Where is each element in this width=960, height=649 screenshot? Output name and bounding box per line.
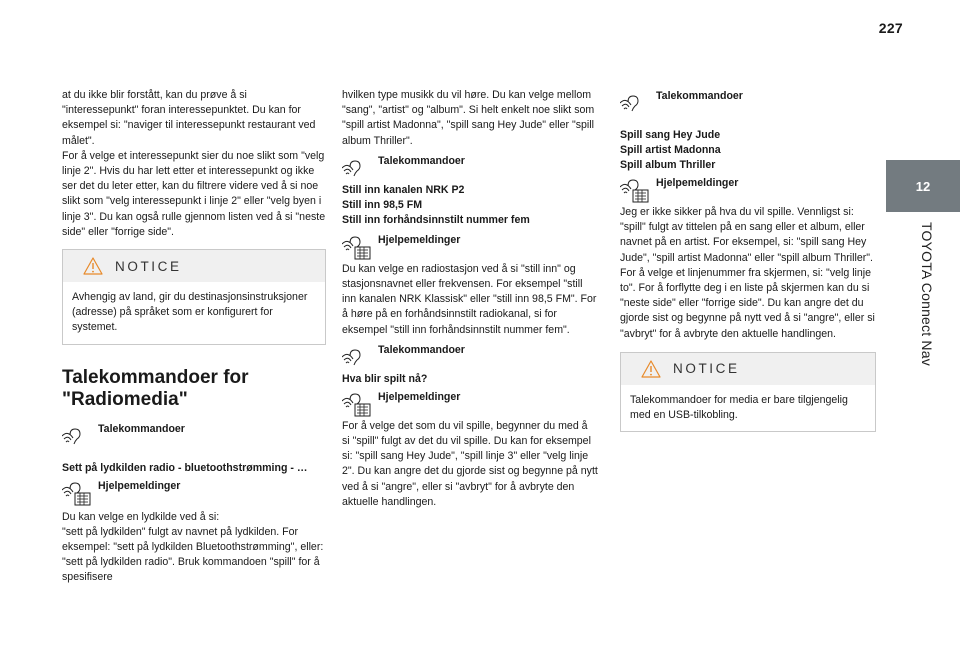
voice-command-row: [620, 86, 876, 116]
help-message-icon: [342, 230, 378, 260]
voice-command-row: [62, 419, 326, 449]
help-message-icon: [342, 387, 378, 417]
notice-title: NOTICE: [115, 258, 182, 274]
voice-command-label: Talekommandoer: [378, 343, 465, 356]
voice-command-label: Talekommandoer: [98, 422, 185, 435]
help-message-label: Hjelpemeldinger: [378, 233, 461, 246]
notice-header: [621, 353, 875, 385]
notice-box: [620, 352, 876, 432]
column-1: [62, 88, 326, 586]
chapter-tab[interactable]: 12: [886, 160, 960, 212]
help-message-icon: [620, 173, 656, 203]
help-message-label: Hjelpemeldinger: [98, 479, 181, 492]
voice-command-icon: [62, 419, 98, 449]
section-heading: Talekommandoer for "Radiomedia": [62, 366, 249, 410]
voice-command-row: [342, 151, 598, 181]
help-message-label: Hjelpemeldinger: [378, 390, 461, 403]
column-3: [620, 84, 876, 432]
warning-icon: [641, 360, 661, 378]
help-message-row: [342, 387, 598, 417]
help-text: Jeg er ikke sikker på hva du vil spille. Vennligst si: "spill" fulgt av tittelen på en sang eller et album, eller navnet på en artist. For eksempel, si: "spill sang Hey Jude", "spill artist Madonna" eller "spill album Thriller". For å velge et linjenummer fra skjermen, si: "velg linje to". For å forflytte deg i en liste på skjermen kan du si "neste side" eller "forrige side". Du kan angre det du gjorde sist og begynne på nytt ved å si "angre", eller si "avbryt" for å avbryte den aktuelle handlingen.: [620, 206, 875, 340]
help-text: For å velge det som du vil spille, begynner du med å si "spill" fulgt av det du vil spille. Du kan for eksempel si: "spill sang Hey Jude", "spill linje 3" eller "velg linje 2". Du kan angre det du gjorde sist og begynne på nytt ved å si "angre", eller si "avbryt" for å avbryte den aktuelle handlingen.: [342, 419, 598, 508]
help-message-row: [342, 230, 598, 260]
voice-command-label: Talekommandoer: [378, 154, 465, 167]
voice-command-label: Talekommandoer: [656, 90, 743, 102]
intro-paragraph: hvilken type musikk du vil høre. Du kan velge mellom "sang", "artist" og "album". Si helt enkelt noe slikt som "spill artist Madonna", "spill sang Hey Jude" eller "spill album Thriller".: [342, 89, 595, 147]
voice-command-icon: [342, 151, 378, 181]
help-message-label: Hjelpemeldinger: [656, 177, 739, 189]
help-message-row: [620, 173, 876, 203]
intro-paragraph: at du ikke blir forstått, kan du prøve å si "interessepunkt" foran interessepunktet. Du kan for eksempel si: "naviger til interessepunkt restaurant ved målet". For å velge et interessepunkt sier du noe slikt som "velg linje 2". Hvis du har lett etter et interessepunkt og ikke ser det du leter etter, kan du filtrere videre ved å si noe slikt som "velg interessepunkt i linje 2" eller "velg byen i linje 3". Du kan også rulle gjennom listen ved å si "neste side" eller "forrige side".: [62, 89, 326, 238]
command-list: Still inn kanalen NRK P2 Still inn 98,5 FM Still inn forhåndsinnstilt nummer fem: [342, 183, 530, 226]
chapter-label: TOYOTA Connect Nav: [919, 222, 935, 366]
voice-command-icon: [620, 86, 656, 116]
help-text: Du kan velge en lydkilde ved å si: "sett på lydkilden" fulgt av navnet på lydkilden. For eksempel: "sett på lydkilden Bluetoothstrømming", eller: "sett på lydkilden radio". Bruk kommandoen "spill" for å spesifisere: [62, 510, 324, 584]
voice-command-row: [342, 340, 598, 370]
notice-text: Avhengig av land, gir du destinasjonsinstruksjoner (adresse) på språket som er konfigurert for systemet.: [72, 291, 308, 334]
help-message-row: [62, 476, 326, 506]
voice-command-icon: [342, 340, 378, 370]
command-list: Spill sang Hey Jude Spill artist Madonna Spill album Thriller: [620, 129, 721, 171]
notice-text: Talekommandoer for media er bare tilgjengelig med en USB-tilkobling.: [630, 393, 848, 422]
command-text: Sett på lydkilden radio - bluetoothstrømming - …: [62, 461, 308, 474]
notice-header: [63, 250, 325, 282]
page-number: 227: [878, 20, 903, 36]
command-list: Hva blir spilt nå?: [342, 372, 428, 385]
column-2: [342, 88, 598, 510]
notice-box: [62, 249, 326, 345]
notice-title: NOTICE: [673, 361, 740, 377]
warning-icon: [83, 257, 103, 275]
help-text: Du kan velge en radiostasjon ved å si "still inn" og stasjonsnavnet eller frekvensen. For eksempel "still inn kanalen NRK Klassisk" eller "still inn 98,5 FM". For å høre på en forhåndsinnstilt radiokanal, si for eksempel "still inn forhåndsinnstilt nummer fem".: [342, 262, 597, 336]
help-message-icon: [62, 476, 98, 506]
